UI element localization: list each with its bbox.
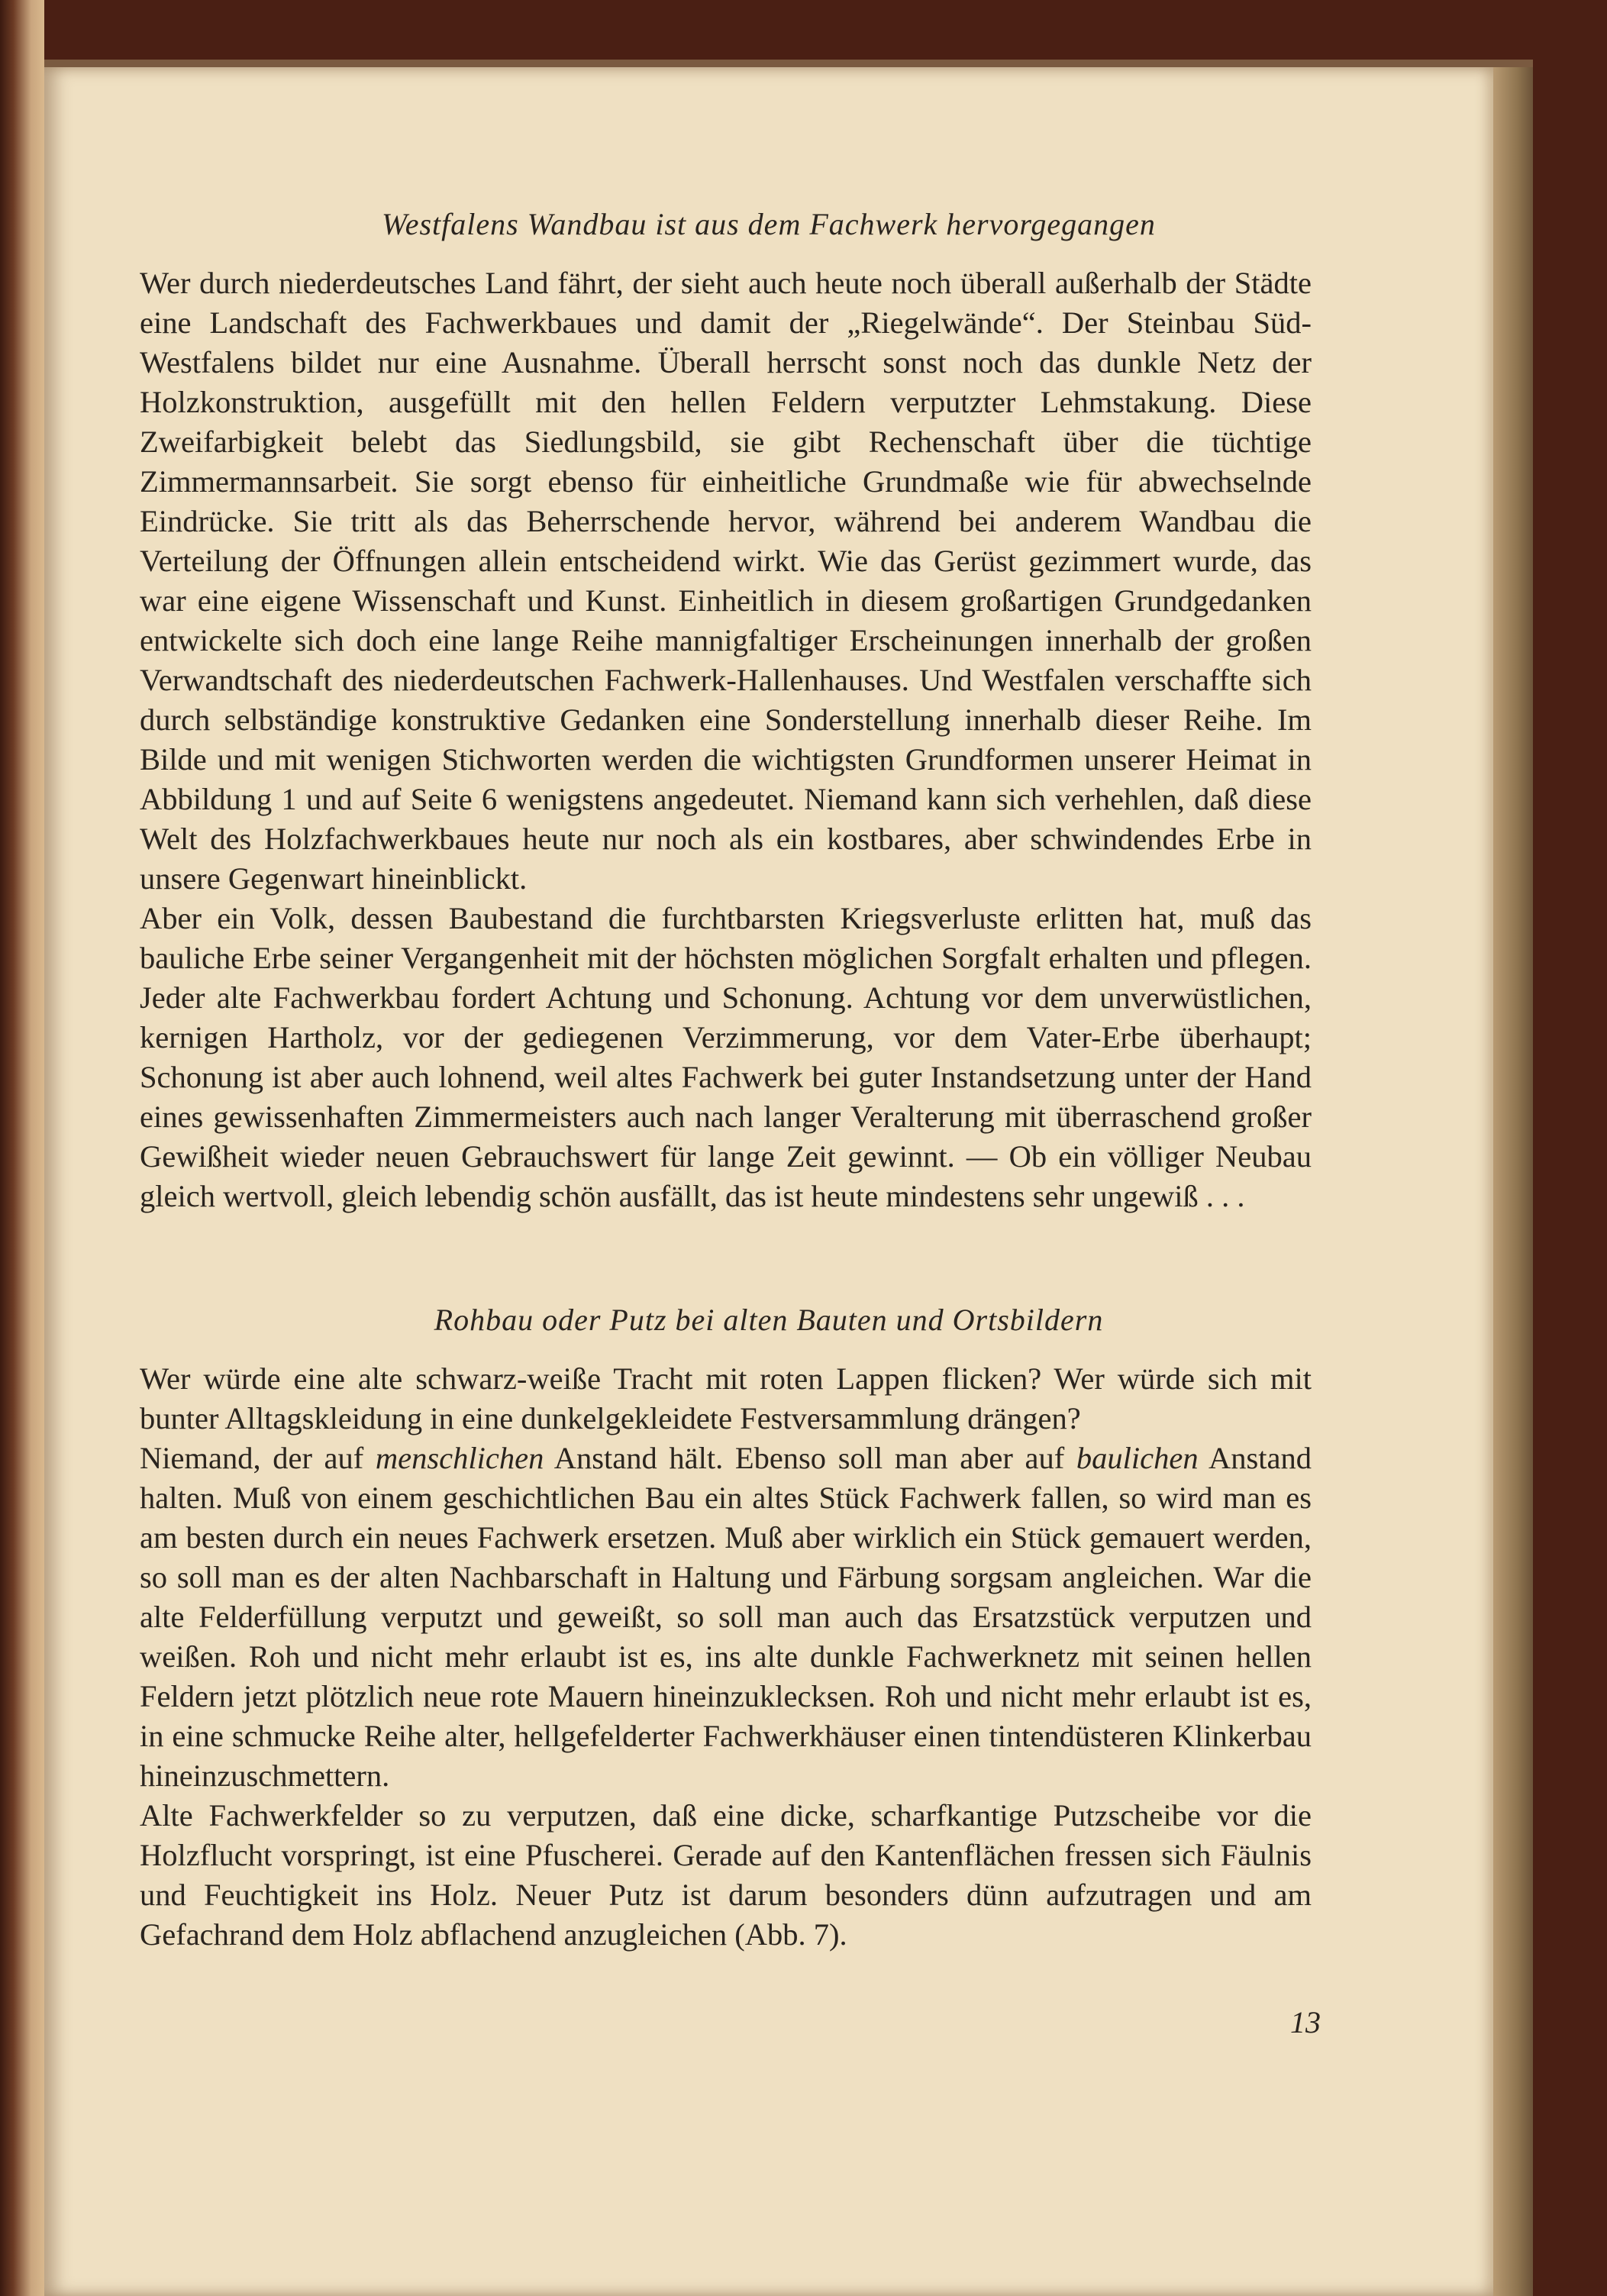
paragraph-text: Niemand, der auf xyxy=(140,1441,376,1475)
section-body-rohbau-oder-putz xyxy=(140,1359,1312,1955)
paragraph: Alte Fachwerkfelder so zu verputzen, daß eine dicke, scharfkantige Putzscheibe vor die Holzflucht vorspringt, ist eine Pfuscherei. Gerade auf den Kantenflächen fressen sich Fäulnis und Feuchtigkeit ins Holz. Neuer Putz ist darum besonders dünn aufzutragen und am Gefachrand dem Holz abflachend anzugleichen (Abb. 7). xyxy=(140,1798,1312,1952)
paragraph xyxy=(140,1439,1312,1796)
emphasized-word: baulichen xyxy=(1076,1441,1199,1475)
paragraph-text: Anstand hält. Ebenso soll man aber auf xyxy=(544,1441,1076,1475)
section-heading-rohbau-oder-putz: Rohbau oder Putz bei alten Bauten und Ortsbildern xyxy=(434,1303,1104,1337)
book-spine-edge xyxy=(0,0,44,2296)
page-fore-edge xyxy=(1493,67,1533,2296)
page-number: 13 xyxy=(1290,2005,1321,2039)
section-body-westfalens-wandbau xyxy=(140,263,1312,1216)
paragraph: Aber ein Volk, dessen Baubestand die furchtbarsten Kriegsverluste erlitten hat, muß das bauliche Erbe seiner Vergangenheit mit der höchsten möglichen Sorgfalt erhalten und pflegen. Jeder alte Fachwerkbau fordert Achtung und Schonung. Achtung vor dem unverwüstlichen, kernigen Hartholz, vor der gediegenen Verzimmerung, vor dem Vater-Erbe überhaupt; Schonung ist aber auch lohnend, weil altes Fachwerk bei guter Instandsetzung unter der Hand eines gewissenhaften Zimmermeisters auch nach langer Veralterung mit überraschend großer Gewißheit wieder neuen Gebrauchswert für lange Zeit gewinnt. — Ob ein völliger Neubau gleich wertvoll, gleich lebendig schön ausfällt, das ist heute mindestens sehr ungewiß . . . xyxy=(140,901,1312,1213)
paragraph: Wer würde eine alte schwarz-weiße Tracht mit roten Lappen flicken? Wer würde sich mit bunter Alltagskleidung in eine dunkelgekleidete Festversammlung drängen? xyxy=(140,1361,1312,1435)
paragraph: Wer durch niederdeutsches Land fährt, der sieht auch heute noch überall außerhalb der Städte eine Landschaft des Fachwerkbaues und damit der „Riegelwände“. Der Steinbau Süd-Westfalens bildet nur eine Ausnahme. Überall herrscht sonst noch das dunkle Netz der Holzkonstruktion, ausgefüllt mit den hellen Feldern verputzter Lehmstakung. Diese Zweifarbigkeit belebt das Siedlungsbild, sie gibt Rechenschaft über die tüchtige Zimmermannsarbeit. Sie sorgt ebenso für einheitliche Grundmaße wie für abwechselnde Eindrücke. Sie tritt als das Beherrschende hervor, während bei anderem Wandbau die Verteilung der Öffnungen allein entscheidend wirkt. Wie das Gerüst gezimmert wurde, das war eine eigene Wissenschaft und Kunst. Einheitlich in diesem großartigen Grundgedanken entwickelte sich doch eine lange Reihe mannigfaltiger Erscheinungen innerhalb der großen Verwandtschaft des niederdeutschen Fachwerk-Hallenhauses. Und Westfalen verschaffte sich durch selbständige konstruktive Gedanken eine Sonderstellung innerhalb dieser Reihe. Im Bilde und mit wenigen Stichworten werden die wichtigsten Grundformen unserer Heimat in Abbildung 1 und auf Seite 6 wenigstens angedeutet. Niemand kann sich verhehlen, daß diese Welt des Holzfachwerkbaues heute nur noch als ein kostbares, aber schwindendes Erbe in unsere Gegenwart hineinblickt. xyxy=(140,266,1312,896)
section-heading-westfalens-wandbau: Westfalens Wandbau ist aus dem Fachwerk hervorgegangen xyxy=(382,207,1156,241)
emphasized-word: menschlichen xyxy=(375,1441,544,1475)
paragraph-text: Anstand halten. Muß von einem geschichtlichen Bau ein altes Stück Fachwerk fallen, so wird man es am besten durch ein neues Fachwerk ersetzen. Muß aber wirklich ein Stück gemauert werden, so soll man es der alten Nachbarschaft in Haltung und Färbung sorgsam angleichen. War die alte Felderfüllung verputzt und geweißt, so soll man auch das Ersatzstück verputzen und weißen. Roh und nicht mehr erlaubt ist es, ins alte dunkle Fachwerknetz mit seinen hellen Feldern jetzt plötzlich neue rote Mauern hineinzuklecksen. Roh und nicht mehr erlaubt ist es, in eine schmucke Reihe alter, hellgefelderter Fachwerkhäuser einen tintendüsteren Klinkerbau hineinzuschmettern. xyxy=(140,1441,1312,1793)
